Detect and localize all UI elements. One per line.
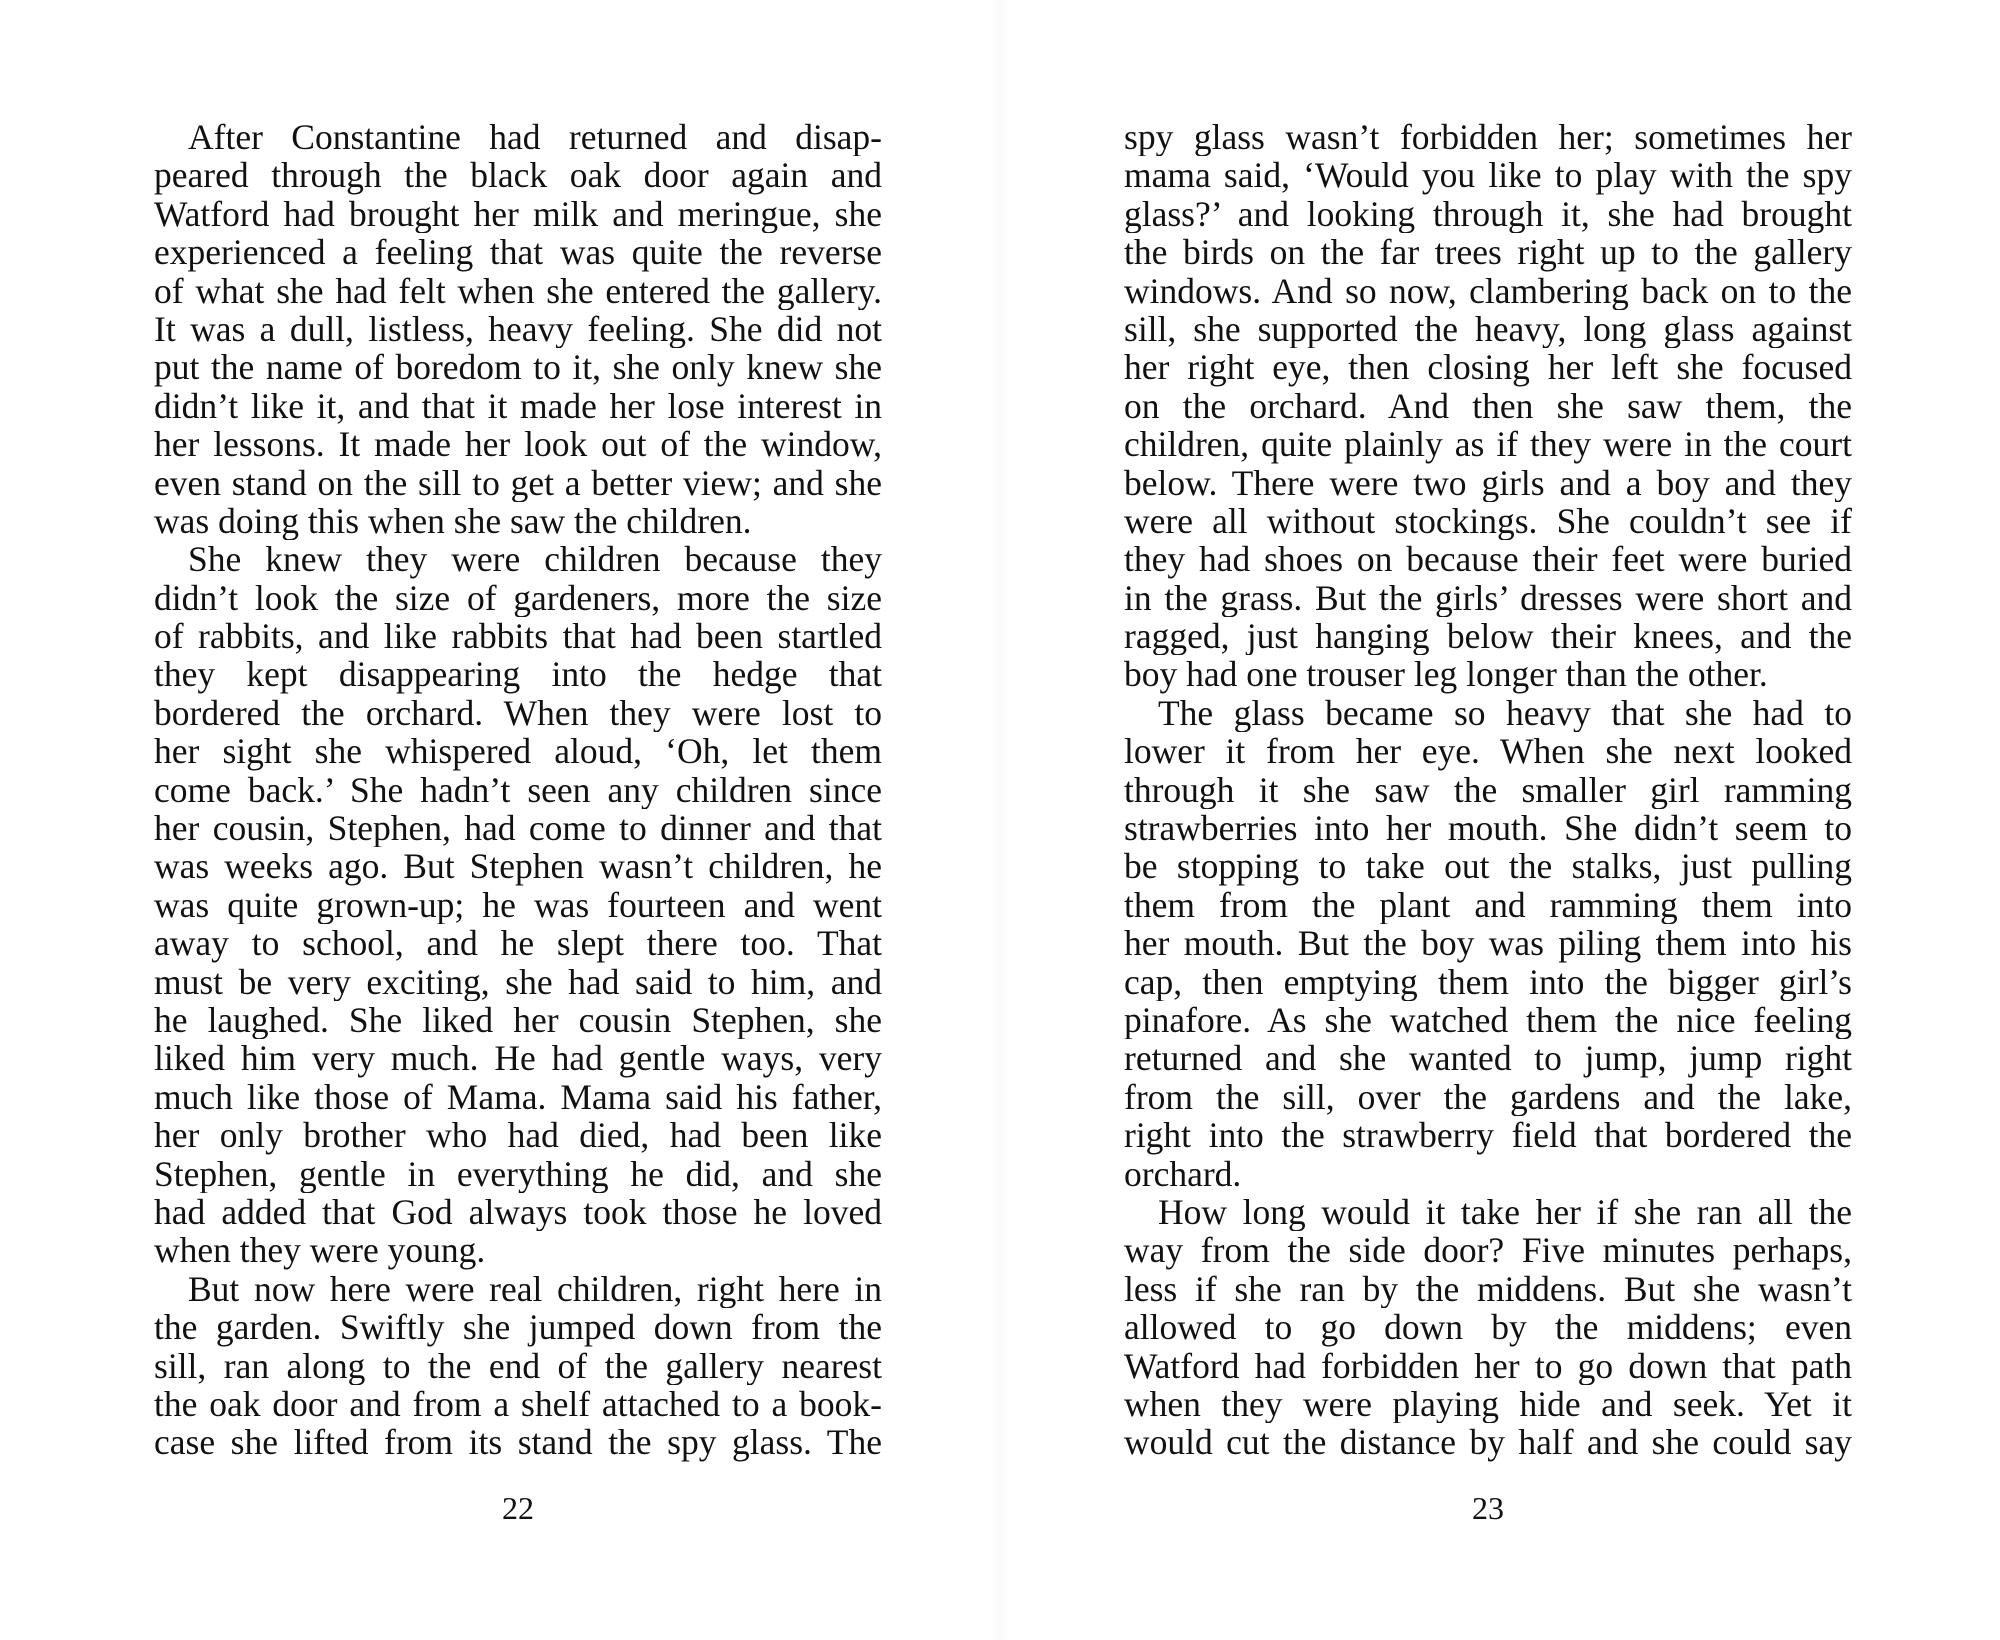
- text-line: glass?’ and looking through it, she had brought: [1124, 194, 1852, 234]
- text-line: had added that God always took those he loved: [154, 1192, 882, 1232]
- text-line: allowed to go down by the middens; even: [1124, 1308, 1852, 1347]
- text-line: when they were playing hide and seek. Yet it: [1124, 1384, 1852, 1424]
- text-line: spy glass wasn’t forbidden her; sometimes her: [1124, 118, 1852, 157]
- text-line: After Constantine had returned and disap-: [188, 118, 882, 157]
- text-line: put the name of boredom to it, she only knew she: [154, 348, 882, 387]
- text-line: didn’t like it, and that it made her lose interest in: [154, 386, 882, 426]
- text-line: were all without stockings. She couldn’t see if: [1124, 501, 1852, 541]
- text-line: It was a dull, listless, heavy feeling. She did not: [154, 309, 882, 349]
- text-line: through it she saw the smaller girl ramming: [1124, 770, 1852, 810]
- text-line: of rabbits, and like rabbits that had been startled: [154, 617, 882, 656]
- text-line: children, quite plainly as if they were in the court: [1124, 425, 1852, 464]
- text-line: her mouth. But the boy was piling them into his: [1124, 924, 1852, 963]
- text-line: case she lifted from its stand the spy glass. The: [154, 1423, 882, 1462]
- text-line: right into the strawberry field that bordered the: [1124, 1116, 1852, 1155]
- text-line: on the orchard. And then she saw them, the: [1124, 386, 1852, 426]
- text-line: in the grass. But the girls’ dresses were short and: [1124, 578, 1852, 618]
- text-line: when they were young.: [154, 1231, 486, 1270]
- right-page-text: [1124, 118, 1852, 1462]
- text-line: the birds on the far trees right up to the gallery: [1124, 233, 1852, 272]
- text-line: sill, ran along to the end of the gallery nearest: [154, 1346, 882, 1385]
- text-line: was quite grown-up; he was fourteen and went: [154, 885, 882, 925]
- text-line: strawberries into her mouth. She didn’t seem to: [1124, 809, 1852, 848]
- text-line: windows. And so now, clambering back on to the: [1124, 271, 1852, 310]
- text-line: mama said, ‘Would you like to play with the spy: [1124, 156, 1852, 195]
- text-line: he laughed. She liked her cousin Stephen, she: [154, 1000, 882, 1040]
- text-line: boy had one trouser leg longer than the other.: [1124, 655, 1768, 694]
- text-line: was doing this when she saw the children.: [154, 501, 752, 541]
- text-line: Stephen, gentle in everything he did, and she: [154, 1154, 882, 1193]
- text-line: peared through the black oak door again and: [154, 156, 882, 195]
- text-line: bordered the orchard. When they were lost to: [154, 693, 882, 733]
- text-line: her right eye, then closing her left she focused: [1124, 348, 1852, 387]
- text-line: away to school, and he slept there too. That: [154, 924, 882, 963]
- text-line: much like those of Mama. Mama said his father,: [154, 1077, 882, 1117]
- text-line: her sight she whispered aloud, ‘Oh, let them: [154, 732, 882, 771]
- text-line: cap, then emptying them into the bigger girl’s: [1124, 962, 1852, 1001]
- text-line: from the sill, over the gardens and the lake,: [1124, 1077, 1852, 1117]
- page-number-right: 23: [1472, 1490, 1504, 1526]
- text-line: pinafore. As she watched them the nice feeling: [1124, 1000, 1852, 1040]
- text-line: even stand on the sill to get a better view; and she: [154, 463, 882, 502]
- right-page: [1124, 118, 1852, 1538]
- text-line: the oak door and from a shelf attached to a book-: [154, 1384, 882, 1424]
- text-line: was weeks ago. But Stephen wasn’t children, he: [154, 847, 882, 886]
- text-line: experienced a feeling that was quite the reverse: [154, 233, 882, 272]
- text-line: sill, she supported the heavy, long glass against: [1124, 309, 1852, 349]
- text-line: must be very exciting, she had said to him, and: [154, 962, 882, 1001]
- text-line: lower it from her eye. When she next looked: [1124, 732, 1852, 771]
- text-line: didn’t look the size of gardeners, more the size: [154, 578, 882, 618]
- text-line: below. There were two girls and a boy and they: [1124, 463, 1852, 502]
- text-line: Watford had brought her milk and meringue, she: [154, 194, 882, 234]
- text-line: less if she ran by the middens. But she wasn’t: [1124, 1269, 1852, 1309]
- text-line: But now here were real children, right here in: [188, 1269, 882, 1309]
- text-line: returned and she wanted to jump, jump right: [1124, 1039, 1852, 1078]
- text-line: be stopping to take out the stalks, just pulling: [1124, 847, 1852, 886]
- text-line: She knew they were children because they: [188, 540, 882, 579]
- text-line: them from the plant and ramming them into: [1124, 885, 1852, 925]
- text-line: The glass became so heavy that she had to: [1158, 693, 1852, 733]
- text-line: orchard.: [1124, 1154, 1242, 1193]
- gutter: [990, 0, 1010, 1640]
- text-line: liked him very much. He had gentle ways, very: [154, 1039, 882, 1078]
- text-line: they had shoes on because their feet were buried: [1124, 540, 1852, 579]
- left-page-text: [154, 118, 882, 1462]
- text-line: her cousin, Stephen, had come to dinner and that: [154, 809, 882, 848]
- text-line: of what she had felt when she entered the gallery.: [154, 271, 882, 310]
- page-number-left: 22: [502, 1490, 534, 1526]
- text-line: her only brother who had died, had been like: [154, 1116, 882, 1155]
- text-line: the garden. Swiftly she jumped down from the: [154, 1308, 882, 1347]
- text-line: they kept disappearing into the hedge that: [154, 655, 882, 694]
- text-line: ragged, just hanging below their knees, and the: [1124, 617, 1852, 656]
- text-line: would cut the distance by half and she could say: [1124, 1423, 1852, 1462]
- left-page: [154, 118, 882, 1538]
- text-line: Watford had forbidden her to go down that path: [1124, 1346, 1852, 1385]
- text-line: her lessons. It made her look out of the window,: [154, 425, 882, 464]
- text-line: come back.’ She hadn’t seen any children since: [154, 770, 882, 810]
- text-line: How long would it take her if she ran all the: [1158, 1192, 1852, 1232]
- text-line: way from the side door? Five minutes perhaps,: [1124, 1231, 1852, 1270]
